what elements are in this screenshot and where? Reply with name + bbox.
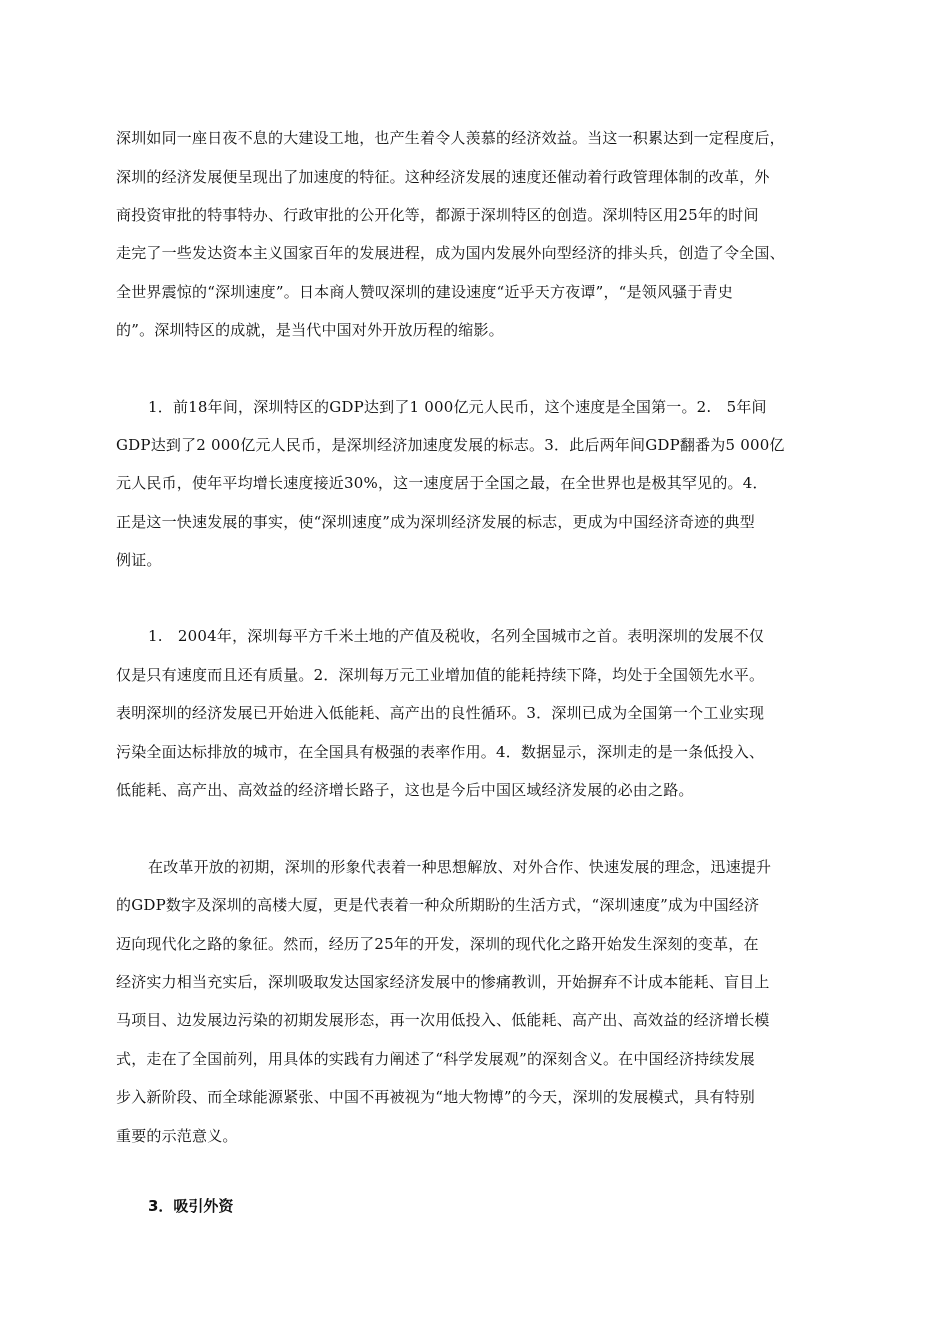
paragraph-4-line-3: 迈向现代化之路的象征。然而，经历了25年的开发，深圳的现代化之路开始发生深刻的变革，在 bbox=[116, 935, 759, 953]
paragraph-1-line-4: 走完了一些发达资本主义国家百年的发展进程，成为国内发展外向型经济的排头兵，创造了令全国、 bbox=[116, 244, 785, 262]
paragraph-2-line-5: 例证。 bbox=[116, 551, 162, 569]
paragraph-1-line-1: 深圳如同一座日夜不息的大建设工地，也产生着令人羡慕的经济效益。当这一积累达到一定程度后， bbox=[116, 129, 785, 147]
paragraph-1-line-2: 深圳的经济发展便呈现出了加速度的特征。这种经济发展的速度还催动着行政管理体制的改革，外 bbox=[116, 168, 770, 186]
paragraph-1-line-5: 全世界震惊的“深圳速度”。日本商人赞叹深圳的建设速度“近乎天方夜谭”，“是领风骚于青史 bbox=[116, 283, 733, 301]
paragraph-4-line-5: 马项目、边发展边污染的初期发展形态，再一次用低投入、低能耗、高产出、高效益的经济增长模 bbox=[116, 1011, 770, 1029]
paragraph-2-line-1: 1．前18年间，深圳特区的GDP达到了1 000亿元人民币，这个速度是全国第一。2. 5年间 bbox=[148, 398, 767, 416]
paragraph-3-line-2: 仅是只有速度而且还有质量。2．深圳每万元工业增加值的能耗持续下降，均处于全国领先水平。 bbox=[116, 666, 765, 684]
paragraph-3-line-3: 表明深圳的经济发展已开始进入低能耗、高产出的良性循环。3．深圳已成为全国第一个工业实现 bbox=[116, 704, 765, 722]
paragraph-2-line-2: GDP达到了2 000亿元人民币，是深圳经济加速度发展的标志。3．此后两年间GDP翻番为5 000亿 bbox=[116, 436, 785, 454]
paragraph-4-line-1: 在改革开放的初期，深圳的形象代表着一种思想解放、对外合作、快速发展的理念，迅速提升 bbox=[148, 858, 772, 876]
paragraph-4-line-8: 重要的示范意义。 bbox=[116, 1127, 238, 1145]
paragraph-3-line-4: 污染全面达标排放的城市，在全国具有极强的表率作用。4．数据显示，深圳走的是一条低投入、 bbox=[116, 743, 765, 761]
paragraph-3-line-5: 低能耗、高产出、高效益的经济增长路子，这也是今后中国区域经济发展的必由之路。 bbox=[116, 781, 694, 799]
paragraph-3-line-1: 1. 2004年，深圳每平方千米土地的产值及税收，名列全国城市之首。表明深圳的发展不仅 bbox=[148, 627, 765, 645]
paragraph-4-line-4: 经济实力相当充实后，深圳吸取发达国家经济发展中的惨痛教训，开始摒弃不计成本能耗、盲目上 bbox=[116, 973, 770, 991]
section-heading: 3．吸引外资 bbox=[148, 1197, 234, 1215]
paragraph-4-line-7: 步入新阶段、而全球能源紧张、中国不再被视为“地大物博”的今天，深圳的发展模式，具有特别 bbox=[116, 1088, 755, 1106]
paragraph-1-line-6: 的”。深圳特区的成就，是当代中国对外开放历程的缩影。 bbox=[116, 321, 504, 339]
paragraph-4-line-2: 的GDP数字及深圳的高楼大厦，更是代表着一种众所期盼的生活方式，“深圳速度”成为中国经济 bbox=[116, 896, 760, 914]
paragraph-2-line-3: 元人民币，使年平均增长速度接近30%，这一速度居于全国之最，在全世界也是极其罕见的。4． bbox=[116, 474, 768, 492]
paragraph-4-line-6: 式，走在了全国前列，用具体的实践有力阐述了“科学发展观”的深刻含义。在中国经济持续发展 bbox=[116, 1050, 755, 1068]
paragraph-1-line-3: 商投资审批的特事特办、行政审批的公开化等，都源于深圳特区的创造。深圳特区用25年的时间 bbox=[116, 206, 759, 224]
paragraph-2-line-4: 正是这一快速发展的事实，使“深圳速度”成为深圳经济发展的标志，更成为中国经济奇迹的典型 bbox=[116, 513, 755, 531]
